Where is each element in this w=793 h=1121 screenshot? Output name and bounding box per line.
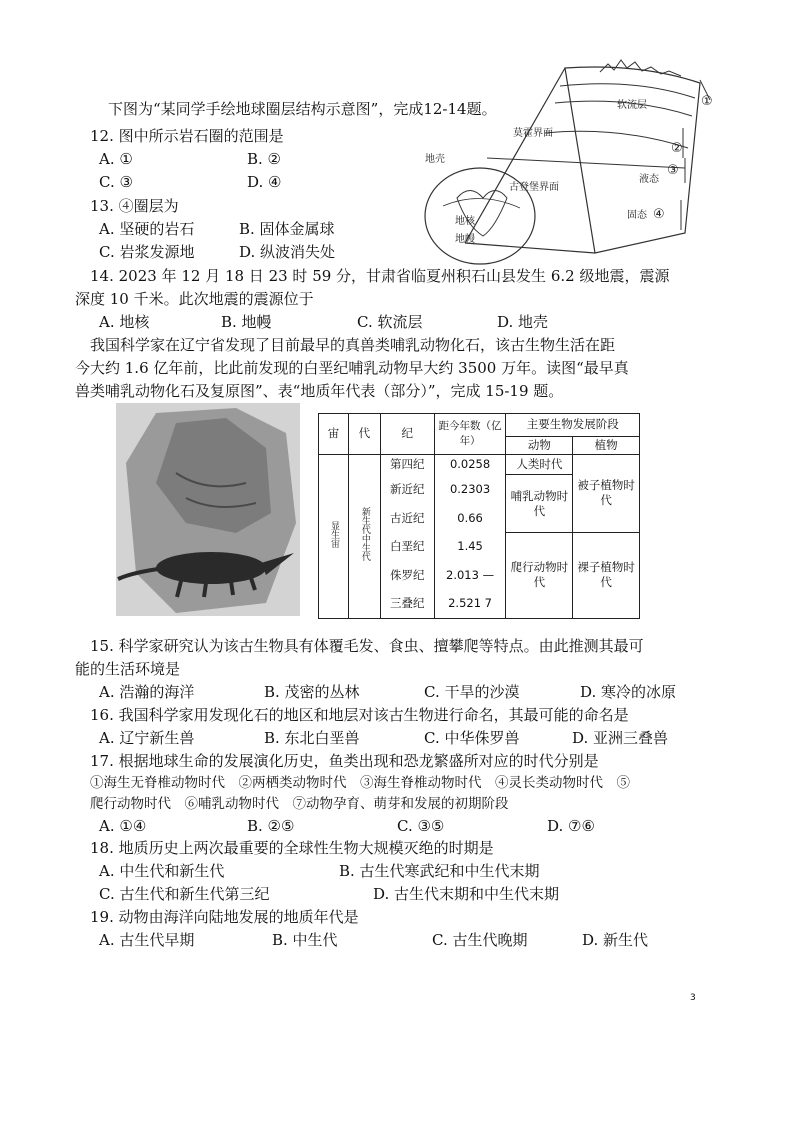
q18-option-a[interactable]: A. 中生代和新生代 bbox=[99, 862, 225, 880]
q15-option-a[interactable]: A. 浩瀚的海洋 bbox=[99, 683, 195, 701]
period-cell: 古近纪 bbox=[380, 504, 434, 533]
diagram-num-1: ① bbox=[701, 94, 713, 109]
q12-option-d[interactable]: D. ④ bbox=[247, 173, 282, 191]
diagram-label-ruanliuceng: 软流层 bbox=[617, 100, 647, 111]
intro-12-14: 下图为“某同学手绘地球圈层结构示意图”，完成12-14题。 bbox=[108, 100, 497, 118]
q12-option-c[interactable]: C. ③ bbox=[99, 173, 133, 191]
q13-option-a[interactable]: A. 坚硬的岩石 bbox=[99, 220, 195, 238]
diagram-label-diqiao: 地壳 bbox=[425, 154, 445, 165]
q15-stem-line1: 15. 科学家研究认为该古生物具有体覆毛发、食虫、擅攀爬等特点。由此推测其最可 bbox=[90, 637, 644, 655]
header-animal: 动物 bbox=[506, 436, 573, 454]
diagram-label-gutenberg: 古登堡界面 bbox=[509, 182, 559, 193]
diagram-label-waihe: 地核 bbox=[455, 216, 475, 227]
diagram-inner-line bbox=[487, 158, 685, 168]
period-cell: 新近纪 bbox=[380, 475, 434, 504]
diagram-label-guti: 固态 bbox=[627, 210, 647, 221]
q17-option-a[interactable]: A. ①④ bbox=[99, 817, 147, 835]
q17-option-d[interactable]: D. ⑦⑥ bbox=[547, 817, 595, 835]
diagram-label-diman: 地幔 bbox=[455, 234, 475, 245]
era-cell: 新生代中生代 bbox=[348, 454, 380, 618]
q19-option-b[interactable]: B. 中生代 bbox=[272, 931, 338, 949]
diagram-mountains bbox=[600, 60, 681, 76]
diagram-arc-1 bbox=[560, 84, 695, 98]
fossil-photo bbox=[116, 403, 300, 616]
q13-stem: 13. ④圈层为 bbox=[90, 197, 179, 215]
years-cell: 0.0258 bbox=[434, 454, 506, 475]
diagram-cone-bottom bbox=[465, 243, 595, 253]
intro-15-19-line3: 兽类哺乳动物化石及复原图”、表“地质年代表（部分）”，完成 15-19 题。 bbox=[75, 382, 564, 400]
years-cell: 0.66 bbox=[434, 504, 506, 533]
animal-stage-cell: 爬行动物时代 bbox=[506, 532, 573, 618]
q13-option-c[interactable]: C. 岩浆发源地 bbox=[99, 243, 195, 261]
q12-stem: 12. 图中所示岩石圈的范围是 bbox=[90, 127, 284, 145]
q17-choices-line1: ①海生无脊椎动物时代 ②两栖类动物时代 ③海生脊椎动物时代 ④灵长类动物时代 ⑤ bbox=[90, 775, 630, 791]
header-eon: 宙 bbox=[319, 414, 349, 455]
q19-stem: 19. 动物由海洋向陆地发展的地质年代是 bbox=[90, 908, 359, 926]
page-number: 3 bbox=[690, 993, 696, 1003]
q18-option-b[interactable]: B. 古生代寒武纪和中生代末期 bbox=[339, 862, 540, 880]
header-bio: 主要生物发展阶段 bbox=[506, 414, 640, 437]
q13-option-b[interactable]: B. 固体金属球 bbox=[239, 220, 335, 238]
intro-15-19-line2: 今大约 1.6 亿年前，比此前发现的白垩纪哺乳动物早大约 3500 万年。读图“最早真 bbox=[75, 359, 629, 377]
q15-option-d[interactable]: D. 寒冷的冰原 bbox=[580, 683, 677, 701]
q16-option-a[interactable]: A. 辽宁新生兽 bbox=[99, 729, 195, 747]
header-era: 代 bbox=[348, 414, 380, 455]
q14-stem-line2: 深度 10 千米。此次地震的震源位于 bbox=[75, 290, 314, 308]
q14-option-d[interactable]: D. 地壳 bbox=[497, 313, 549, 331]
q19-option-c[interactable]: C. 古生代晚期 bbox=[432, 931, 528, 949]
q15-stem-line2: 能的生活环境是 bbox=[75, 660, 181, 678]
diagram-arc-3 bbox=[545, 131, 688, 148]
animal-stage-cell: 人类时代 bbox=[506, 454, 573, 475]
q14-stem-line1: 14. 2023 年 12 月 18 日 23 时 59 分，甘肃省临夏州积石山县发生 6.2 级地震，震源 bbox=[90, 267, 670, 285]
diagram-cone-left bbox=[465, 68, 565, 243]
q15-option-c[interactable]: C. 干旱的沙漠 bbox=[424, 683, 520, 701]
intro-15-19-line1: 我国科学家在辽宁省发现了目前最早的真兽类哺乳动物化石，该古生物生活在距 bbox=[90, 336, 616, 354]
q17-option-c[interactable]: C. ③⑤ bbox=[397, 817, 445, 835]
period-cell: 侏罗纪 bbox=[380, 561, 434, 590]
q18-option-d[interactable]: D. 古生代末期和中生代末期 bbox=[373, 885, 560, 903]
years-cell: 2.521 7 bbox=[434, 590, 506, 619]
geologic-time-table bbox=[318, 413, 640, 619]
diagram-label-liuti: 液态 bbox=[639, 174, 659, 185]
years-cell: 1.45 bbox=[434, 532, 506, 561]
q17-stem: 17. 根据地球生命的发展演化历史，鱼类出现和恐龙繁盛所对应的时代分别是 bbox=[90, 752, 599, 770]
period-cell: 第四纪 bbox=[380, 454, 434, 475]
q16-stem: 16. 我国科学家用发现化石的地区和地层对该古生物进行命名，其最可能的命名是 bbox=[90, 706, 629, 724]
q19-option-d[interactable]: D. 新生代 bbox=[582, 931, 649, 949]
q14-option-c[interactable]: C. 软流层 bbox=[357, 313, 423, 331]
period-cell: 白垩纪 bbox=[380, 532, 434, 561]
years-cell: 2.013 — bbox=[434, 561, 506, 590]
diagram-num-4: ④ bbox=[653, 207, 665, 222]
earth-layers-diagram bbox=[395, 58, 730, 273]
q17-option-b[interactable]: B. ②⑤ bbox=[247, 817, 295, 835]
q19-option-a[interactable]: A. 古生代早期 bbox=[99, 931, 195, 949]
q14-option-b[interactable]: B. 地幔 bbox=[221, 313, 272, 331]
q18-stem: 18. 地质历史上两次最重要的全球性生物大规模灭绝的时期是 bbox=[90, 839, 494, 857]
q14-option-a[interactable]: A. 地核 bbox=[99, 313, 150, 331]
header-years: 距今年数（亿年） bbox=[434, 414, 506, 455]
diagram-crust-sector bbox=[565, 67, 700, 253]
q16-option-d[interactable]: D. 亚洲三叠兽 bbox=[572, 729, 669, 747]
diagram-label-moho: 莫霍界面 bbox=[513, 128, 553, 139]
plant-stage-cell: 裸子植物时代 bbox=[573, 532, 640, 618]
diagram-globe-band bbox=[443, 198, 520, 208]
header-period: 纪 bbox=[380, 414, 434, 455]
q15-option-b[interactable]: B. 茂密的丛林 bbox=[264, 683, 360, 701]
animal-stage-cell: 哺乳动物时代 bbox=[506, 475, 573, 532]
eon-cell: 显生宙 bbox=[319, 454, 349, 618]
header-plant: 植物 bbox=[573, 436, 640, 454]
diagram-num-3: ③ bbox=[667, 163, 679, 178]
diagram-num-2: ② bbox=[671, 141, 683, 156]
q12-option-a[interactable]: A. ① bbox=[99, 150, 133, 168]
q16-option-c[interactable]: C. 中华侏罗兽 bbox=[424, 729, 520, 747]
q13-option-d[interactable]: D. 纵波消失处 bbox=[239, 243, 336, 261]
period-cell: 三叠纪 bbox=[380, 590, 434, 619]
q17-choices-line2: 爬行动物时代 ⑥哺乳动物时代 ⑦动物孕育、萌芽和发展的初期阶段 bbox=[90, 796, 509, 812]
q12-option-b[interactable]: B. ② bbox=[247, 150, 282, 168]
plant-stage-cell: 被子植物时代 bbox=[573, 454, 640, 532]
q16-option-b[interactable]: B. 东北白垩兽 bbox=[264, 729, 360, 747]
years-cell: 0.2303 bbox=[434, 475, 506, 504]
q18-option-c[interactable]: C. 古生代和新生代第三纪 bbox=[99, 885, 270, 903]
